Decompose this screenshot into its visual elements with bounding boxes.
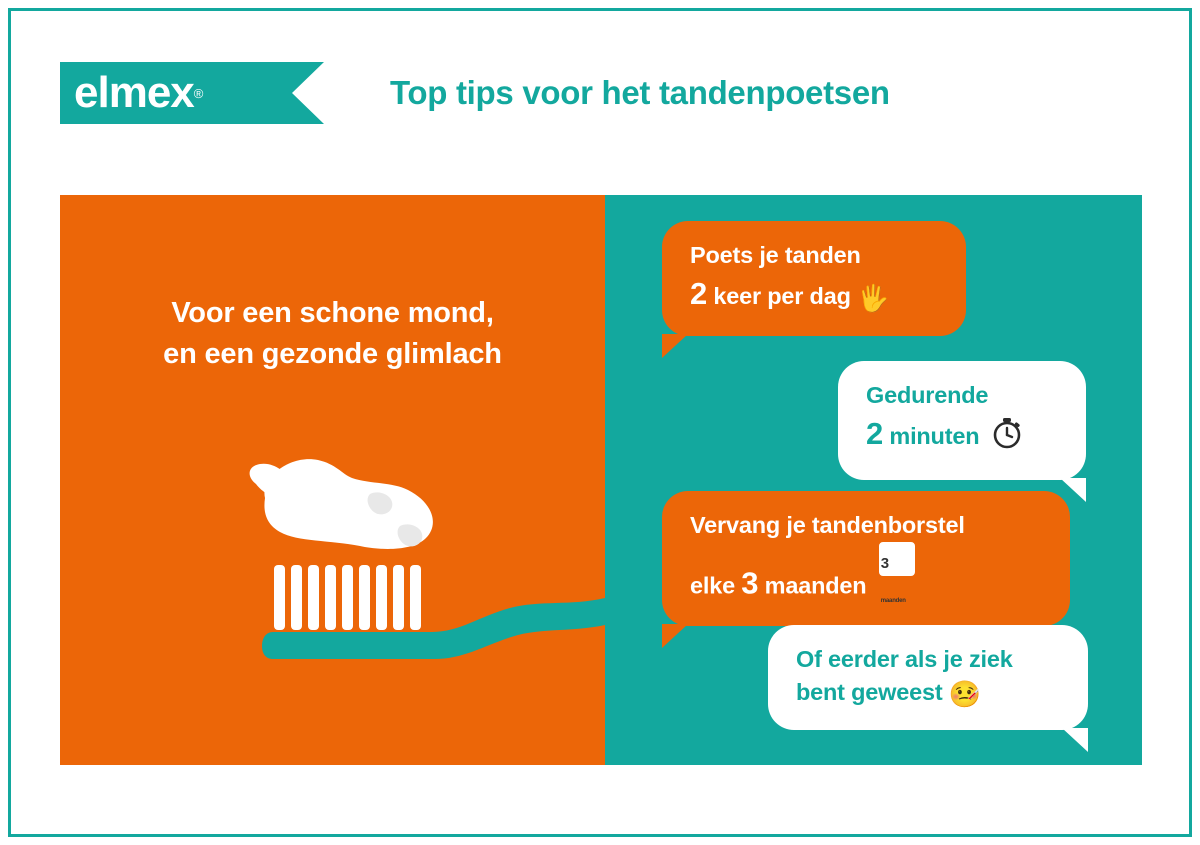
tip-1-number: 2 <box>690 276 708 312</box>
sick-face-emoji-icon: 🤒 <box>948 679 982 710</box>
tip-2-line-2 <box>866 412 1060 459</box>
tip-bubble-replace-brush <box>662 491 1070 626</box>
tip-2-tail <box>1060 478 1086 502</box>
logo-registered-mark: ® <box>193 85 204 101</box>
tip-3-number: 3 <box>741 565 759 601</box>
tip-2-number: 2 <box>866 416 884 452</box>
tip-1-text: keer per dag <box>707 283 851 310</box>
hand-ok-emoji-icon: 🖐 <box>857 283 890 314</box>
tip-4-tail <box>1062 728 1088 752</box>
left-panel <box>60 195 605 765</box>
left-heading-line-1: Voor een schone mond, <box>171 297 494 329</box>
elmex-logo <box>60 62 292 124</box>
tip-3-line-1: Vervang je tandenborstel <box>690 512 965 538</box>
tip-3-text: maanden <box>758 572 867 599</box>
page-title: Top tips voor het tandenpoetsen <box>390 74 890 111</box>
header <box>60 62 890 124</box>
calendar-label: maanden <box>880 597 906 604</box>
logo-text: elmex <box>74 68 194 117</box>
tip-1-line-1: Poets je tanden <box>690 242 861 268</box>
left-heading-line-2: en een gezonde glimlach <box>163 338 502 371</box>
stopwatch-icon <box>990 416 1024 459</box>
left-panel-heading <box>60 293 605 375</box>
tip-bubble-brush-twice <box>662 221 966 336</box>
tip-4-line-1: Of eerder als je ziek <box>796 646 1013 672</box>
tips-list <box>600 195 1140 765</box>
tip-1-line-2 <box>690 272 940 316</box>
tip-bubble-two-minutes <box>838 361 1086 480</box>
tip-3-line-2 <box>690 542 1044 605</box>
tip-4-line-2 <box>796 676 1062 709</box>
tip-1-tail <box>662 334 688 358</box>
tip-3-tail <box>662 624 688 648</box>
calendar-icon <box>879 542 915 604</box>
tip-4-text: bent geweest <box>796 679 943 706</box>
tip-3-text-pre: elke <box>690 572 742 599</box>
tip-2-text: minuten <box>883 423 980 450</box>
tip-2-line-1: Gedurende <box>866 382 989 408</box>
toothbrush-illustration <box>60 420 605 680</box>
calendar-number: 3 <box>880 555 889 573</box>
tip-bubble-after-illness <box>768 625 1088 730</box>
